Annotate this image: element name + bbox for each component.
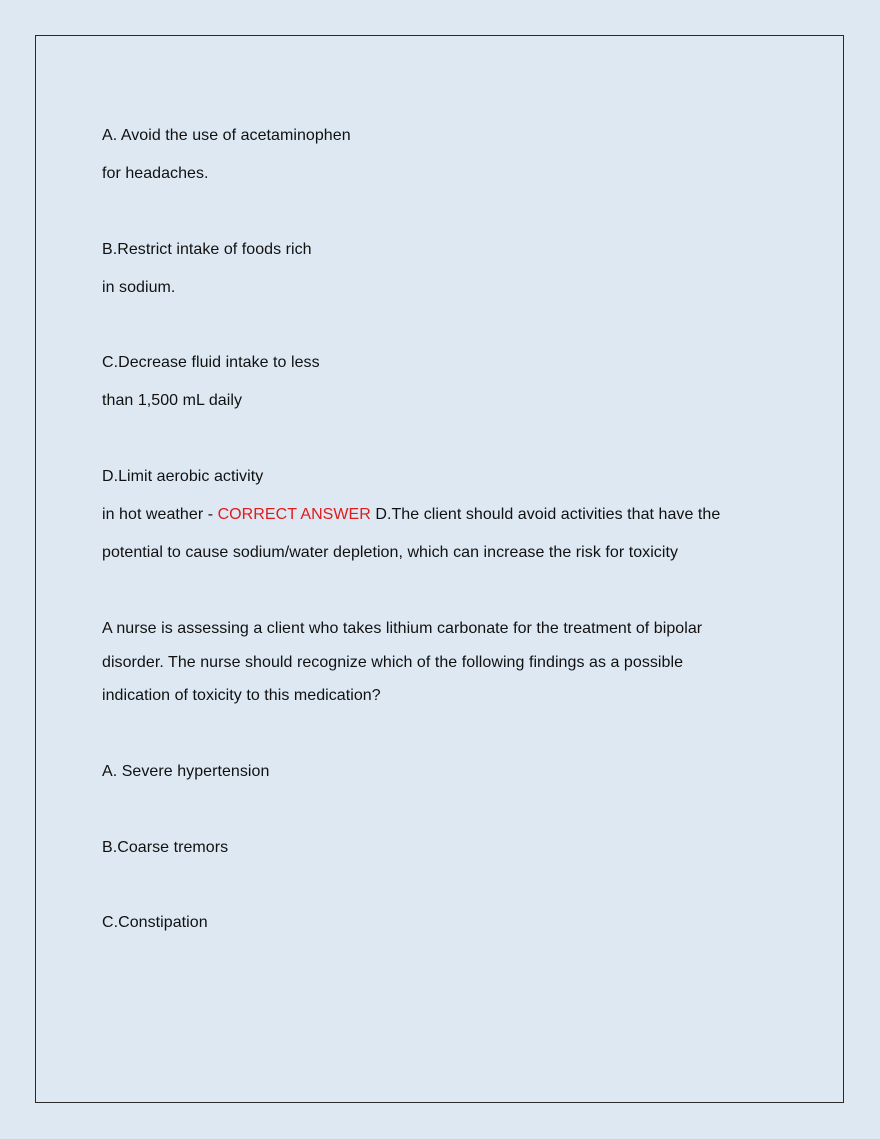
q1-option-a-line2: for headaches. (102, 165, 209, 182)
q2-stem-line3: indication of toxicity to this medication? (102, 687, 381, 704)
correct-answer-label: CORRECT ANSWER (217, 506, 371, 523)
q1-rationale-line1: D.The client should avoid activities that have the (370, 506, 721, 523)
q2-option-c: C.Constipation (102, 914, 208, 931)
q1-answer-line (102, 505, 720, 525)
q1-option-d-line2-prefix: in hot weather - (102, 506, 218, 523)
q1-option-a-line1: A. Avoid the use of acetaminophen (102, 127, 351, 144)
q1-option-b-line2: in sodium. (102, 279, 176, 296)
q2-option-a: A. Severe hypertension (102, 763, 270, 780)
q1-rationale-line2: potential to cause sodium/water depletion, which can increase the risk for toxicity (102, 544, 678, 561)
q2-stem-line2: disorder. The nurse should recognize which of the following findings as a possible (102, 654, 684, 671)
q1-option-b-line1: B.Restrict intake of foods rich (102, 241, 312, 258)
q1-option-d-line1: D.Limit aerobic activity (102, 468, 264, 485)
q1-option-c-line2: than 1,500 mL daily (102, 392, 243, 409)
q2-option-b: B.Coarse tremors (102, 839, 229, 856)
q2-stem-line1: A nurse is assessing a client who takes lithium carbonate for the treatment of bipolar (102, 620, 703, 637)
page-border (35, 35, 844, 1103)
q1-option-c-line1: C.Decrease fluid intake to less (102, 354, 320, 371)
